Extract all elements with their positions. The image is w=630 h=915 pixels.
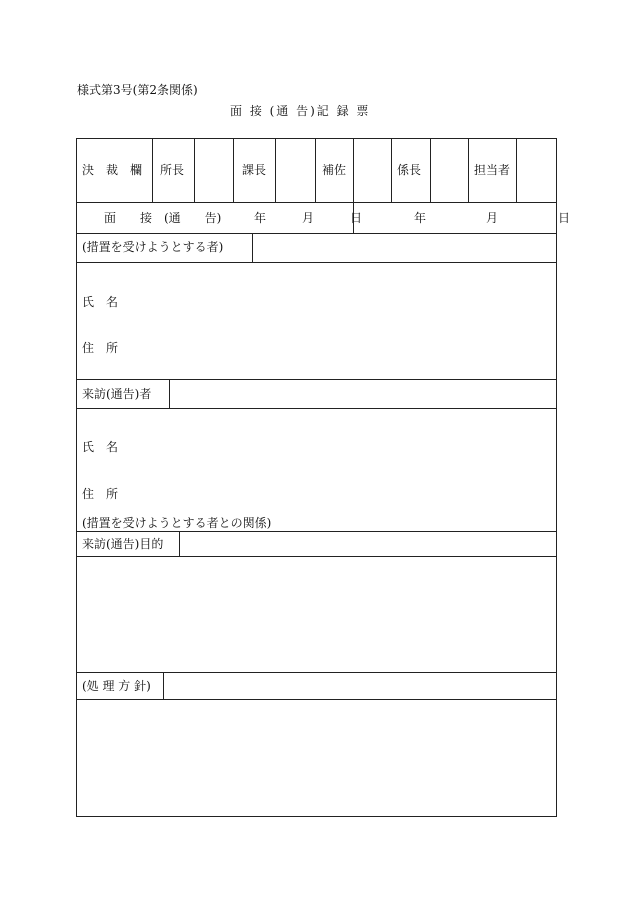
- interview-label: 面 接 (通 告): [104, 211, 222, 225]
- notice-date: 年 月 日: [414, 211, 571, 225]
- rule: [76, 672, 557, 673]
- divider: [275, 138, 276, 202]
- divider: [179, 531, 180, 556]
- divider: [391, 138, 392, 202]
- divider: [430, 138, 431, 202]
- purpose-header: 来訪(通告)目的: [82, 537, 164, 551]
- visitor-name-label: 氏 名: [82, 440, 119, 454]
- divider: [194, 138, 195, 202]
- rule: [76, 202, 557, 203]
- rule: [76, 408, 557, 409]
- role-unit-head: 係長: [397, 163, 422, 177]
- divider: [315, 138, 316, 202]
- subject-address-label: 住 所: [82, 341, 119, 355]
- subject-name-label: 氏 名: [82, 295, 119, 309]
- divider: [516, 138, 517, 202]
- interview-date: 年 月 日: [254, 211, 363, 225]
- rule: [76, 379, 557, 380]
- divider: [152, 138, 153, 202]
- role-chief: 所長: [160, 163, 185, 177]
- rule: [76, 262, 557, 263]
- divider: [252, 233, 253, 262]
- rule: [76, 699, 557, 700]
- role-section-head: 課長: [242, 163, 267, 177]
- divider: [468, 138, 469, 202]
- visitor-address-label: 住 所: [82, 487, 119, 501]
- visitor-relation-label: (措置を受けようとする者との関係): [82, 516, 272, 530]
- divider: [233, 138, 234, 202]
- approval-label: 決 裁 欄: [82, 163, 143, 177]
- form-title: 面 接 (通 告)記 録 票: [230, 104, 371, 118]
- rule: [76, 233, 557, 234]
- form-number: 様式第3号(第2条関係): [77, 83, 198, 97]
- role-staff: 担当者: [474, 163, 511, 177]
- divider: [169, 379, 170, 408]
- role-assistant: 補佐: [322, 163, 347, 177]
- rule: [76, 556, 557, 557]
- subject-header: (措置を受けようとする者): [82, 240, 224, 254]
- divider: [163, 672, 164, 699]
- rule: [76, 531, 557, 532]
- visitor-header: 来訪(通告)者: [82, 387, 152, 401]
- policy-header: (処 理 方 針): [82, 679, 151, 693]
